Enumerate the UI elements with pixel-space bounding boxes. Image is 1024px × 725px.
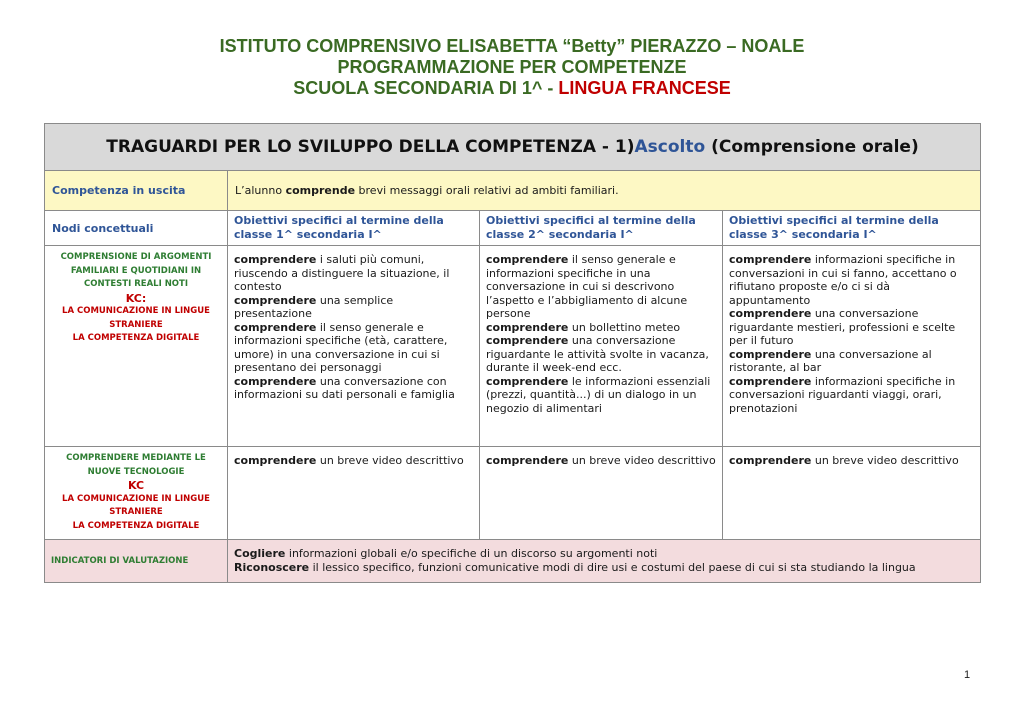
competence-table [44,123,981,583]
traguardi-heading-c: (Comprensione orale) [705,137,919,157]
competenza-post: brevi messaggi orali relativi ad ambiti familiari. [355,184,619,197]
list-item: comprendere una conversazione riguardante mestieri, professioni e scelte per il futuro [729,307,956,347]
row1-classe-3 [723,246,981,447]
indicatori-text [228,540,981,583]
list-item: comprendere una conversazione con informazioni su dati personali e famiglia [234,374,455,401]
indicatori-line-2: Riconoscere il lessico specifico, funzioni comunicative modi di dire usi e costumi del paese di cui si sta studiando la lingua [234,561,916,574]
row2-classe-1: comprendere un breve video descrittivo [228,447,480,540]
obiettivi-classe-3: Obiettivi specifici al termine della classe 3^ secondaria I^ [723,211,981,246]
obiettivi-classe-1: Obiettivi specifici al termine della classe 1^ secondaria I^ [228,211,480,246]
competenza-pre: L’alunno [235,184,286,197]
nodi-label: Nodi concettuali [45,211,228,246]
obiettivi-classe-2: Obiettivi specifici al termine della classe 2^ secondaria I^ [480,211,723,246]
row2-classe-3: comprendere un breve video descrittivo [723,447,981,540]
list-item: comprendere informazioni specifiche in conversazioni riguardanti viaggi, orari, prenotazioni [729,374,956,415]
list-item: comprendere i saluti più comuni, riuscendo a distinguere la situazione, il contesto [234,253,450,293]
list-item: comprendere il senso generale e informazioni specifiche in una conversazione in cui si descrivono l’aspetto e l’abbigliamento di alcune persone [486,253,688,320]
nodi-row1-topic: COMPRENSIONE DI ARGOMENTI FAMILIARI E QUOTIDIANI IN CONTESTI REALI NOTI [60,252,212,289]
list-item: comprendere informazioni specifiche in conversazioni in cui si fanno, accettano o rifiutano proposte e/o ci si dà appuntamento [729,253,957,307]
programme-title: PROGRAMMAZIONE PER COMPETENZE [337,57,687,77]
nodi-row2 [45,447,228,540]
subject-title-language: LINGUA FRANCESE [558,78,731,98]
indicatori-label: INDICATORI DI VALUTAZIONE [45,540,228,583]
nodi-row1-kc2: LA COMPETENZA DIGITALE [72,333,200,343]
list-item: comprendere un bollettino meteo [486,320,681,334]
competenza-text [228,171,981,211]
nodi-row2-kc: KC [127,479,145,492]
list-item: comprendere il senso generale e informazioni specifiche (età, carattere, umore) in una conversazione in cui si presentano dei personaggi [234,320,448,374]
row2-classe-2: comprendere un breve video descrittivo [480,447,723,540]
traguardi-heading-a: TRAGUARDI PER LO SVILUPPO DELLA COMPETENZA - 1) [106,137,635,157]
list-item: comprendere una conversazione riguardante le attività svolte in vacanza, durante il week-end ecc. [486,334,709,374]
competenza-label: Competenza in uscita [45,171,228,211]
nodi-row1-kc: KC: [125,291,147,305]
indicatori-line-1: Cogliere informazioni globali e/o specifiche di un discorso su argomenti noti [234,547,658,560]
nodi-row2-kc2: LA COMPETENZA DIGITALE [72,520,200,531]
row1-classe-1 [228,246,480,447]
nodi-row1 [45,246,228,447]
traguardi-heading-ascolto: Ascolto [634,137,706,157]
school-title: ISTITUTO COMPRENSIVO ELISABETTA “Betty” PIERAZZO – NOALE [219,36,805,56]
subject-title [0,78,1024,99]
row1-classe-2 [480,246,723,447]
page-number: 1 [964,669,971,681]
nodi-row1-kc1: LA COMUNICAZIONE IN LINGUE STRANIERE [62,306,210,330]
traguardi-heading [45,124,981,171]
subject-title-school: SCUOLA SECONDARIA DI 1^ - [293,78,559,98]
nodi-row2-kc1: LA COMUNICAZIONE IN LINGUE STRANIERE [62,493,210,517]
nodi-row2-topic: COMPRENDERE MEDIANTE LE NUOVE TECNOLOGIE [66,453,206,477]
list-item: comprendere una conversazione al ristorante, al bar [729,347,932,374]
list-item: comprendere le informazioni essenziali (prezzi, quantità...) di un dialogo in un negozio di alimentari [486,374,711,415]
competenza-bold: comprende [285,184,356,197]
list-item: comprendere una semplice presentazione [234,293,394,320]
